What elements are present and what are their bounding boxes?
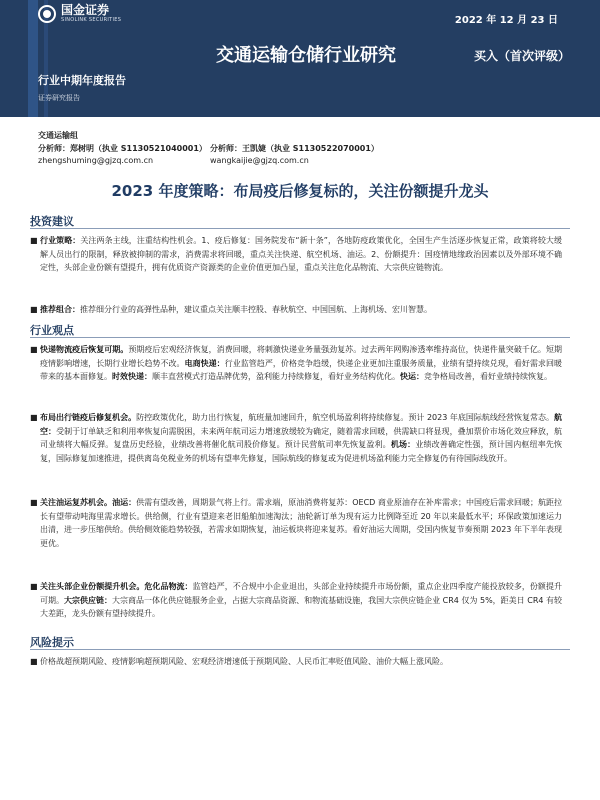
analyst-email[interactable]: wangkaijie@gjzq.com.cn xyxy=(210,156,309,165)
view-item xyxy=(30,496,563,550)
item-head: 关注头部企业份额提升机会。 xyxy=(40,582,145,591)
view-item xyxy=(30,343,562,384)
report-date: 2022 年 12 月 23 日 xyxy=(454,15,558,26)
company-name: 国金证券 xyxy=(61,3,110,17)
analyst-email[interactable]: zhengshuming@gjzq.com.cn xyxy=(38,156,154,165)
section-invest-heading: 投资建议 xyxy=(30,215,74,228)
analyst-2 xyxy=(210,143,379,167)
section-risk-heading: 风险提示 xyxy=(30,636,74,649)
section-divider xyxy=(30,337,570,338)
section-divider xyxy=(30,649,570,650)
item-subhead: 航空： xyxy=(40,413,562,436)
view-item xyxy=(30,411,563,465)
analyst-name: 分析师：王凯婕（执业 S1130522070001） xyxy=(210,144,379,153)
report-type: 行业中期年度报告 xyxy=(38,74,126,87)
section-view-heading: 行业观点 xyxy=(30,324,74,337)
item-subtext: 受制于订单缺乏和利用率恢复向需脱困，未来两年航司运力增速放缓较为确定，随着需求回暖，供需缺口将显现，叠加票价市场化效应释放，航司业绩将大幅反弹。复盘历史经验，业绩改善将催化航司股价修复。预计民营航司率先恢复盈利。 xyxy=(40,426,562,450)
risk-item xyxy=(30,655,562,669)
sector-name: 交通运输组 xyxy=(38,131,78,140)
bullet-icon: ■ xyxy=(30,305,38,314)
research-label: 证券研究报告 xyxy=(38,94,80,102)
bullet-icon: ■ xyxy=(30,413,38,422)
item-text: 防控政策优化，助力出行恢复，航班量加速回升，航空机场盈利将持续修复。预计 2023 年底国际航线经营恢复常态。 xyxy=(136,413,554,422)
item-head: 推荐组合： xyxy=(40,305,80,314)
item-subhead: 时效快递： xyxy=(112,372,152,382)
bullet-icon: ■ xyxy=(30,657,38,666)
item-subhead: 电商快递： xyxy=(184,358,225,368)
item-subtext: 竞争格局改善，看好业绩持续恢复。 xyxy=(424,372,552,382)
analyst-1 xyxy=(38,143,207,167)
item-subtext: 监管趋严，不合规中小企业退出，头部企业持续提升市场份额，重点企业四季度产能投放较多，份额提升可期。 xyxy=(40,582,562,605)
item-text: 关注两条主线，注重结构性机会。1、疫后修复：国务院发布“新十条”，各地防疫政策优化，全国生产生活逐步恢复正常，政策将较大缓解人员出行的限制，释放被抑制的需求，消费需求将回暖，重点关注快递、航空机场、油运。2、份额提升：国疫情地缘政治因素以及外部环境不确定性，头部企业份额有望提升，拥有优质资产资源类的企业价值更加凸显，重点关注危化品物流、大宗供应链物流。 xyxy=(40,236,563,273)
item-subhead: 大宗供应链： xyxy=(64,595,113,605)
header-stripe xyxy=(28,0,38,117)
item-subtext: 行业监管趋严，价格竞争趋缓，快递企业更加注重服务质量，业绩有望持续兑现，看好需求回暖带来的基本面修复。 xyxy=(40,358,562,382)
item-subtext: 供需有望改善，周期景气将上行。需求端，原油消费将复苏：OECD 商业原油存在补库需求；中国疫后需求回暖；航距拉长有望带动吨海里需求增长。供给侧，行业有望迎来老旧船舶加速淘汰；油轮新订单为现有运力比例降至近 20 年以来最低水平；环保政策加速运力出清，进一步压缩供给。供给侧效能趋势较强，若需求如期恢复，油运板块将迎来复苏。看好油运大周期，受国内恢复节奏预期 2023 年下半年表现更优。 xyxy=(40,498,563,548)
item-head: 关注油运复苏机会。 xyxy=(40,498,113,507)
item-subhead: 机场： xyxy=(390,440,416,450)
view-item xyxy=(30,580,563,621)
bullet-icon: ■ xyxy=(30,236,38,245)
rating-badge: 买入（首次评级） xyxy=(474,49,571,63)
item-text: 推荐细分行业的高弹性品种，建议重点关注顺丰控股、春秋航空、中国国航、上海机场、宏川智慧。 xyxy=(80,305,432,314)
invest-item xyxy=(30,303,562,317)
item-subtext: 业绩改善确定性强，预计国内枢纽率先恢复，国际修复加速推进，提供离岛免税业务的机场有望率先修复，国际航线的修复或为促进机场盈利能力完全修复仍有待国际线放开。 xyxy=(40,440,563,463)
report-header xyxy=(0,0,600,117)
bullet-icon: ■ xyxy=(30,582,38,591)
invest-item xyxy=(30,234,563,275)
item-subtext: 大宗商品一体化供应链服务企业，占据大宗商品资源、和物流基础设施，我国大宗供应链企业 CR4 仅为 5%，距美日 CR4 有较大差距，龙头份额有望持续提升。 xyxy=(40,595,563,619)
item-text: 价格战超预期风险、疫情影响超预期风险、宏观经济增速低于预期风险、人民币汇率贬值风险、油价大幅上涨风险。 xyxy=(40,657,448,666)
item-text: 预期疫后宏观经济恢复，消费回暖，将刺激快递业务量强劲复苏。过去两年网购渗透率维持高位，快递件量突破千亿。短期疫情影响增速，长期行业增长趋势不改。 xyxy=(40,345,562,368)
sector-label xyxy=(38,130,78,142)
logo-mark-icon xyxy=(38,5,56,23)
analyst-name: 分析师：郑树明（执业 S1130521040001） xyxy=(38,144,207,153)
item-subhead: 危化品物流： xyxy=(144,582,193,591)
item-subhead: 快运： xyxy=(400,372,424,382)
item-head: 布局出行链疫后修复机会。 xyxy=(40,413,137,422)
bullet-icon: ■ xyxy=(30,498,38,507)
company-name-en: SINOLINK SECURITIES xyxy=(61,17,122,23)
item-head: 快递物流疫后恢复可期。 xyxy=(40,345,129,354)
bullet-icon: ■ xyxy=(30,345,38,354)
section-divider xyxy=(30,228,570,229)
company-logo xyxy=(38,4,121,23)
item-subhead: 油运： xyxy=(112,498,137,507)
item-head: 行业策略： xyxy=(40,236,81,245)
item-subtext: 顺丰直营模式打造品牌优势，盈利能力持续修复，看好业务结构优化。 xyxy=(152,372,400,382)
report-title: 交通运输仓储行业研究 xyxy=(216,45,396,66)
strategy-title: 2023 年度策略：布局疫后修复标的，关注份额提升龙头 xyxy=(111,182,489,200)
